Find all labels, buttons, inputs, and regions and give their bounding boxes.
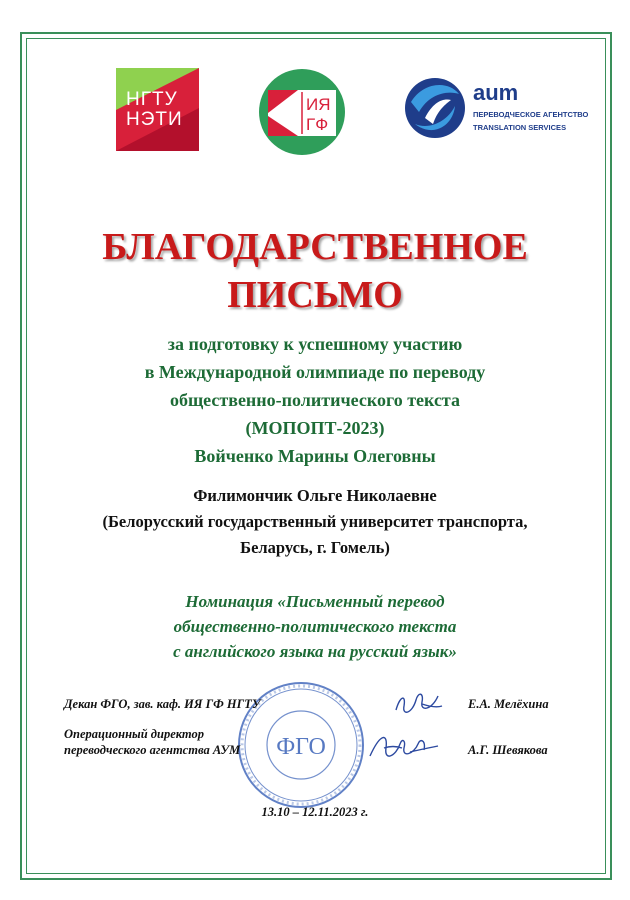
nomination-line-3: с английского языка на русский язык» [173, 642, 457, 661]
dean-title: Декан ФГО, зав. каф. ИЯ ГФ НГТУ [64, 697, 261, 711]
purpose-line-3: общественно-политического текста [169, 390, 460, 410]
aum-logo [403, 72, 588, 144]
iyagf-logo [258, 68, 346, 156]
aum-logo-name: aum [473, 80, 519, 105]
aum-logo-sub1: ПЕРЕВОДЧЕСКОЕ АГЕНТСТВО [473, 110, 589, 119]
aum-logo-sub2: TRANSLATION SERVICES [473, 123, 567, 132]
ngtu-logo-line2: НЭТИ [126, 109, 183, 130]
purpose-line-1: за подготовку к успешному участию [167, 334, 463, 354]
certificate-title-line2: ПИСЬМО [227, 274, 403, 316]
purpose-line-2: в Международной олимпиаде по переводу [144, 362, 486, 382]
ngtu-logo-line1: НГТУ [126, 89, 178, 110]
dean-name: Е.А. Мелёхина [468, 697, 549, 711]
recipient-name: Филимончик Ольге Николаевне [193, 486, 437, 505]
recipient-location: Беларусь, г. Гомель) [240, 538, 390, 557]
dean-signature [392, 686, 444, 720]
ngtu-neti-logo [116, 68, 199, 151]
iyagf-logo-line2: ГФ [306, 115, 329, 134]
director-title-line1: Операционный директор [64, 727, 204, 741]
stamp-center-text: ФГО [276, 734, 326, 760]
student-name: Войченко Марины Олеговны [194, 446, 436, 466]
director-signature [366, 726, 442, 770]
event-dates: 13.10 – 12.11.2023 г. [261, 805, 369, 819]
aum-globe-icon [403, 72, 467, 144]
certificate-title-line1: БЛАГОДАРСТВЕННОЕ [102, 226, 528, 268]
nomination-line-1: Номинация «Письменный перевод [185, 592, 445, 611]
purpose-line-4: (МОПОПТ-2023) [245, 418, 385, 438]
recipient-organization: (Белорусский государственный университет транспорта, [102, 512, 528, 531]
nomination-line-2: общественно-политического текста [173, 617, 457, 636]
director-title-line2: переводческого агентства АУМ [64, 743, 241, 757]
director-name: А.Г. Шевякова [468, 743, 548, 757]
iyagf-logo-line1: ИЯ [306, 95, 331, 114]
